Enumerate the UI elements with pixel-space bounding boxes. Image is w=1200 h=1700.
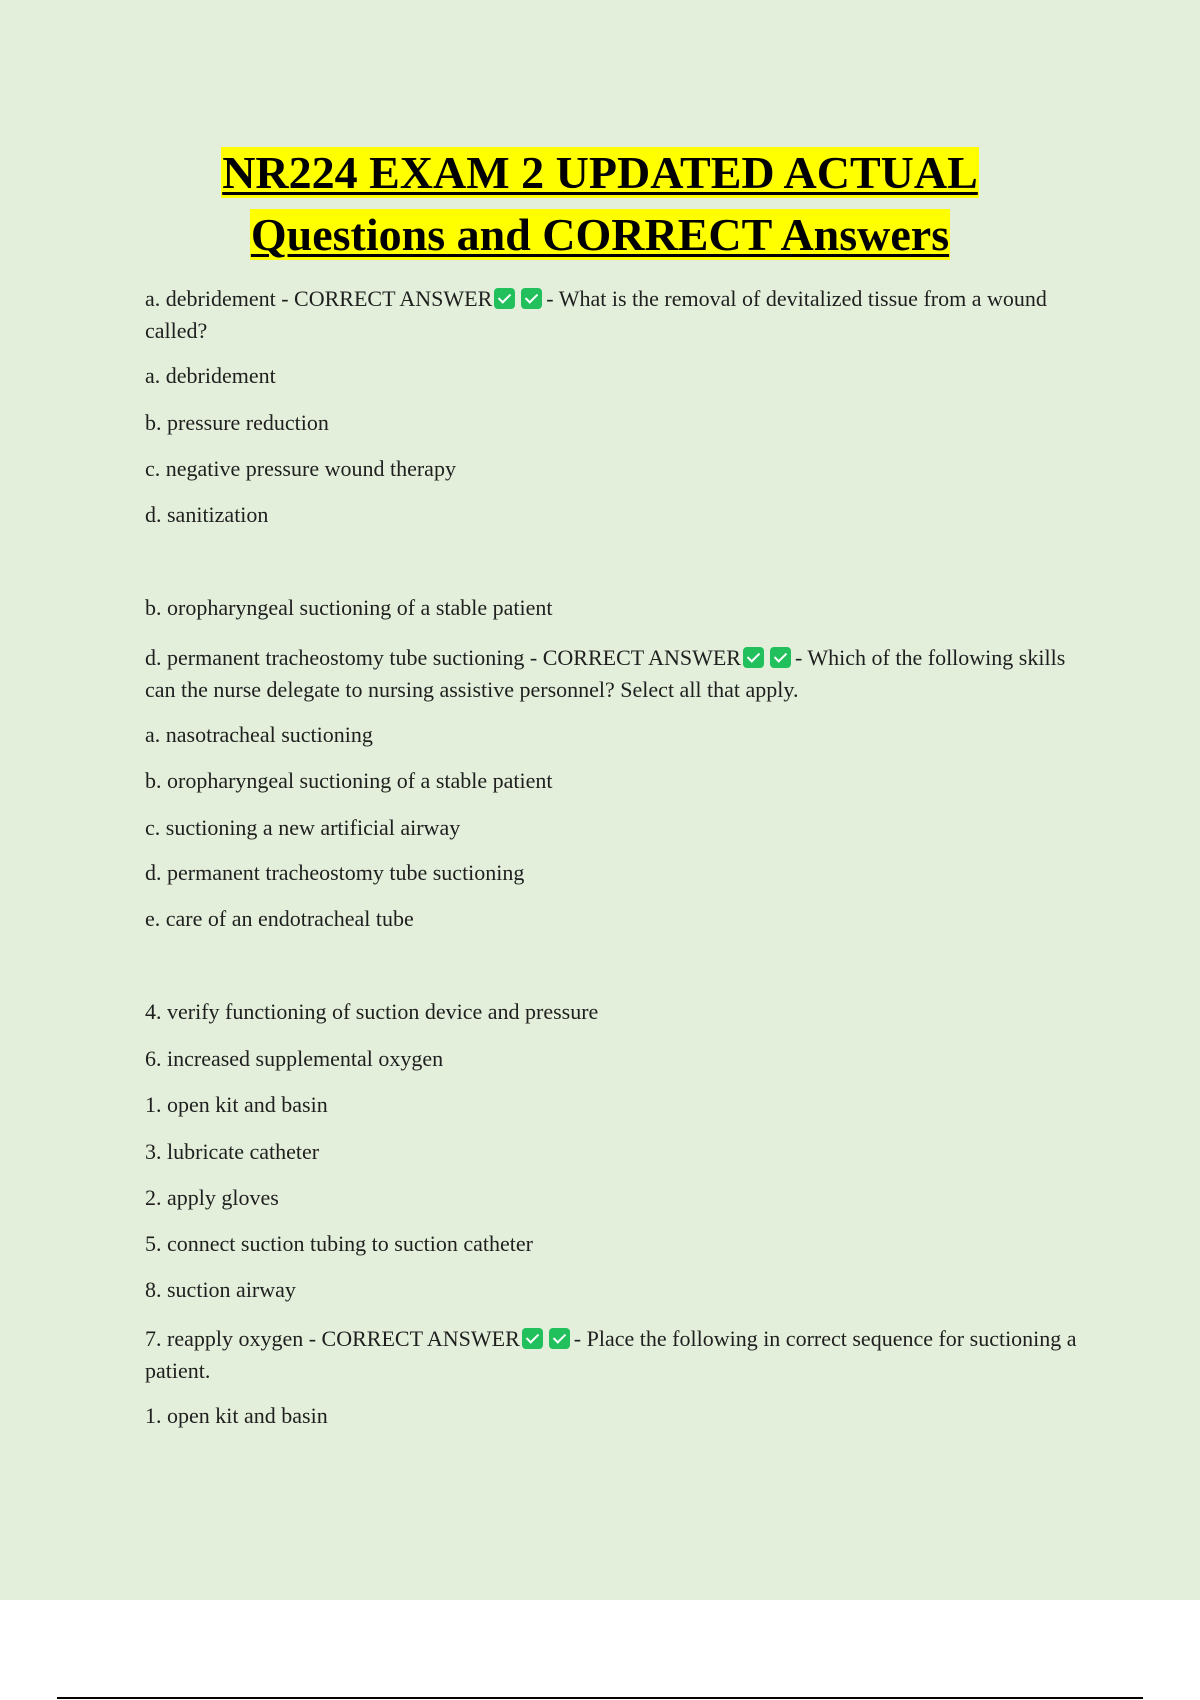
q1-option-d: d. sanitization [145,502,269,527]
q1-option-a: a. debridement [145,363,276,388]
q3-pre-answer-2: 6. increased supplemental oxygen [145,1046,444,1071]
check-mark-icon [494,288,515,309]
q3-pre-answer-1: 4. verify functioning of suction device and pressure [145,999,599,1024]
q3-option-1: 1. open kit and basin [145,1403,328,1428]
check-mark-icon [521,288,542,309]
check-mark-icon [770,647,791,668]
document-title [0,142,1200,266]
title-line-2: Questions and CORRECT Answers [250,209,950,260]
question-3 [145,1323,1085,1387]
q2-option-b: b. oropharyngeal suctioning of a stable patient [145,768,553,793]
question-1 [145,283,1085,347]
q3-pre-answer-4: 3. lubricate catheter [145,1139,320,1164]
q1-answer: a. debridement - CORRECT ANSWER [145,286,493,311]
q2-option-e: e. care of an endotracheal tube [145,906,414,931]
q2-option-d: d. permanent tracheostomy tube suctioning [145,860,525,885]
q1-option-b: b. pressure reduction [145,410,329,435]
check-mark-icon [549,1328,570,1349]
q3-pre-answer-5: 2. apply gloves [145,1185,279,1210]
q3-pre-answer-6: 5. connect suction tubing to suction catheter [145,1231,533,1256]
q3-pre-answer-3: 1. open kit and basin [145,1092,328,1117]
q2-option-a: a. nasotracheal suctioning [145,722,373,747]
q2-pre-answer: b. oropharyngeal suctioning of a stable patient [145,595,553,620]
q1-option-c: c. negative pressure wound therapy [145,456,456,481]
footer-divider [57,1697,1143,1699]
q3-pre-answer-7: 8. suction airway [145,1277,296,1302]
q3-question: - Place the following in correct sequence for suctioning a patient. [145,1326,1077,1383]
q3-answer: 7. reapply oxygen - CORRECT ANSWER [145,1326,520,1351]
q2-option-c: c. suctioning a new artificial airway [145,815,461,840]
q1-question: - What is the removal of devitalized tissue from a wound called? [145,286,1047,343]
question-2 [145,642,1085,706]
q2-question: - Which of the following skills can the nurse delegate to nursing assistive personnel? Select all that apply. [145,645,1066,702]
title-line-1: NR224 EXAM 2 UPDATED ACTUAL [222,147,978,198]
check-mark-icon [522,1328,543,1349]
check-mark-icon [743,647,764,668]
q2-answer: d. permanent tracheostomy tube suctioning - CORRECT ANSWER [145,645,741,670]
